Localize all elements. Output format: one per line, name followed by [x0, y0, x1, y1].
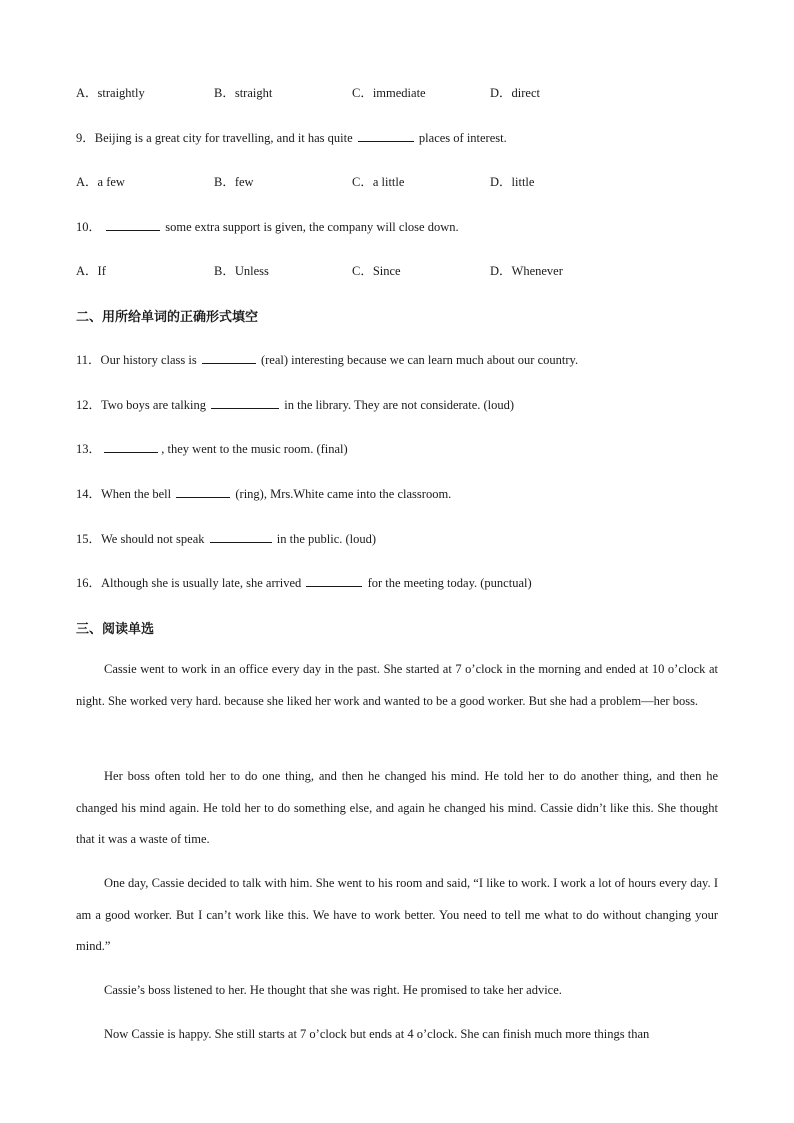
question-14 [76, 484, 451, 502]
question-11 [76, 350, 578, 368]
q10-option-a[interactable]: A．If [76, 264, 106, 278]
q8-option-d[interactable]: D．direct [490, 86, 540, 100]
q10-options [76, 261, 716, 279]
q10-option-b[interactable]: B．Unless [214, 264, 269, 278]
section-2-title: 二、用所给单词的正确形式填空 [76, 310, 259, 325]
q9-option-a[interactable]: A．a few [76, 175, 125, 189]
question-15 [76, 529, 376, 547]
q9-option-c[interactable]: C．a little [352, 175, 405, 189]
q10-option-d[interactable]: D．Whenever [490, 264, 563, 278]
question-16 [76, 573, 532, 591]
passage-paragraph-2: Her boss often told her to do one thing, and then he changed his mind. He told her to do another thing, and then he changed his mind again. He told her to do something else, and again he changed his mind. Cassie didn’t like this. She thought that it was a waste of time. [76, 769, 718, 846]
q9-option-d[interactable]: D．little [490, 175, 535, 189]
q13-blank[interactable] [104, 440, 158, 453]
q12-text-after: in the library. They are not considerate. (loud) [284, 398, 515, 412]
q9-option-b[interactable]: B．few [214, 175, 254, 189]
q8-option-b[interactable]: B．straight [214, 86, 273, 100]
passage-paragraph-5: Now Cassie is happy. She still starts at 7 o’clock but ends at 4 o’clock. She can finish much more things than [104, 1027, 650, 1041]
question-13 [76, 439, 348, 457]
q16-text-after: for the meeting today. (punctual) [367, 576, 532, 590]
q14-text-after: (ring), Mrs.White came into the classroom. [235, 487, 452, 501]
q15-text-after: in the public. (loud) [276, 532, 377, 546]
q10-option-c[interactable]: C．Since [352, 264, 401, 278]
q9-blank[interactable] [358, 129, 414, 142]
q11-blank[interactable] [202, 351, 256, 364]
q10-text-after: some extra support is given, the company will close down. [165, 220, 459, 234]
q9-options [76, 172, 716, 190]
q10-text-before: 10． [76, 220, 102, 234]
question-9 [76, 128, 507, 146]
passage-paragraph-4: Cassie’s boss listened to her. He thought that she was right. He promised to take her advice. [104, 983, 562, 997]
q15-text-before: 15．We should not speak [76, 532, 205, 546]
q13-text-before: 13． [76, 442, 102, 456]
q16-text-before: 16．Although she is usually late, she arrived [76, 576, 302, 590]
question-12 [76, 395, 514, 413]
passage-paragraph-1: Cassie went to work in an office every day in the past. She started at 7 o’clock in the morning and ended at 10 o’clock at night. She worked very hard. because she liked her work and wanted to be a good worker. But she had a problem—her boss. [76, 662, 718, 708]
q16-blank[interactable] [306, 574, 362, 587]
q9-text-before: 9．Beijing is a great city for travelling, and it has quite [76, 131, 353, 145]
q12-blank[interactable] [211, 396, 279, 409]
q11-text-before: 11．Our history class is [76, 353, 197, 367]
q8-option-c[interactable]: C．immediate [352, 86, 426, 100]
q11-text-after: (real) interesting because we can learn much about our country. [260, 353, 579, 367]
q8-options [76, 83, 716, 101]
q8-option-a[interactable]: A．straightly [76, 86, 145, 100]
q14-text-before: 14．When the bell [76, 487, 172, 501]
question-10 [76, 217, 459, 235]
q9-text-after: places of interest. [418, 131, 507, 145]
passage-paragraph-3: One day, Cassie decided to talk with him. She went to his room and said, “I like to work. I work a lot of hours every day. I am a good worker. But I can’t work like this. We have to work better. You need to tell me what to do without changing your mind.” [76, 876, 718, 953]
q14-blank[interactable] [176, 485, 230, 498]
q13-text-after: , they went to the music room. (final) [161, 442, 348, 456]
q15-blank[interactable] [210, 530, 272, 543]
q10-blank[interactable] [106, 218, 160, 231]
section-3-title: 三、阅读单选 [76, 622, 155, 637]
q12-text-before: 12．Two boys are talking [76, 398, 207, 412]
